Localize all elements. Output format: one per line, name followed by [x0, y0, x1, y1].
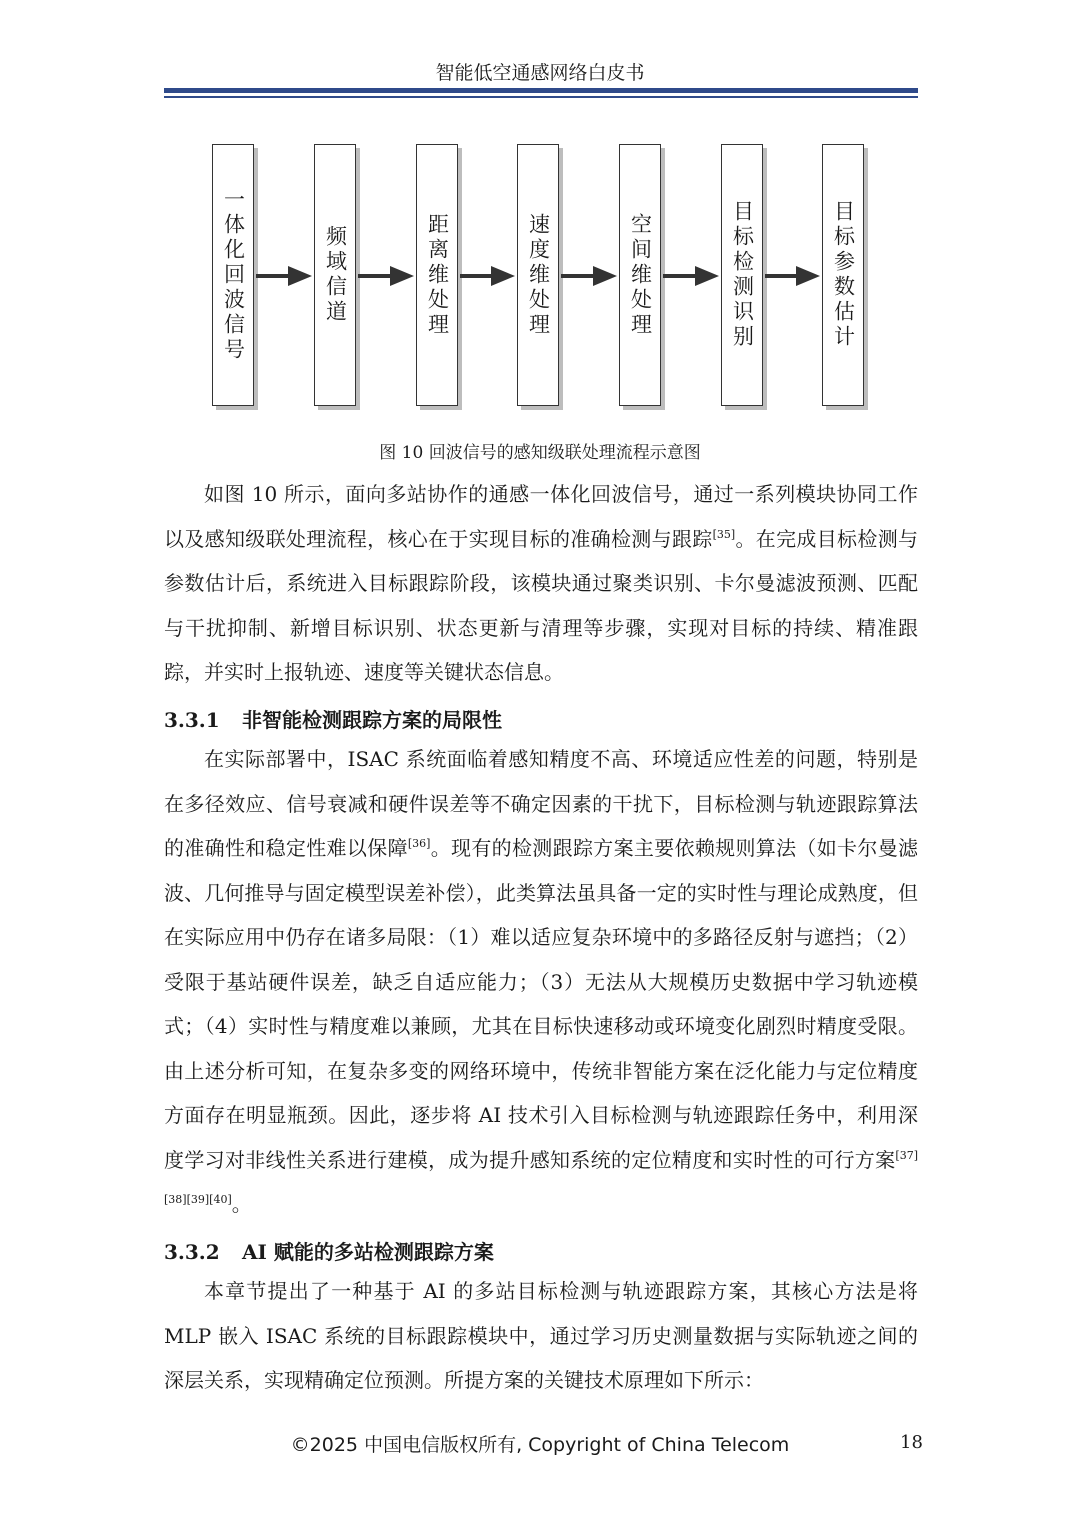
flow-box-spatial-processing	[619, 144, 661, 406]
paragraph-text: 。	[231, 1192, 252, 1216]
flow-box-label: 距离维处理	[425, 212, 450, 338]
paragraph-text: 在实际部署中，ISAC 系统面临着感知精度不高、环境适应性差的问题，特别是在多径效应、信号衰减和硬件误差等不确定因素的干扰下，目标检测与轨迹跟踪算法的准确性和稳定性难以保障	[164, 747, 918, 860]
flow-box-label: 空间维处理	[628, 212, 653, 338]
running-header-title: 智能低空通感网络白皮书	[435, 62, 645, 84]
citation: [35]	[712, 527, 736, 541]
flow-box-label: 目标检测识别	[730, 200, 755, 350]
flow-box-velocity-processing	[517, 144, 559, 406]
flow-box-freq-channel	[314, 144, 356, 406]
flow-arrow-icon	[256, 264, 314, 288]
figure-caption: 图 10 回波信号的感知级联处理流程示意图	[379, 443, 701, 463]
section-number: 3.3.1	[164, 708, 220, 732]
flow-arrow-icon	[460, 264, 517, 288]
paragraph-ai-scheme	[164, 1269, 918, 1403]
page-number: 18	[900, 1432, 923, 1453]
paragraph-text: 本章节提出了一种基于 AI 的多站目标检测与轨迹跟踪方案，其核心方法是将 MLP 嵌入 ISAC 系统的目标跟踪模块中，通过学习历史测量数据与实际轨迹之间的深层关系，实现精确定位预测。所提方案的关键技术原理如下所示：	[164, 1279, 918, 1392]
paragraph-text: 如图 10 所示，面向多站协作的通感一体化回波信号，通过一系列模块协同工作以及感知级联处理流程，核心在于实现目标的准确检测与跟踪	[164, 482, 918, 551]
footer-copyright: ©2025 中国电信版权所有, Copyright of China Telecom	[290, 1434, 790, 1456]
section-title: AI 赋能的多站检测跟踪方案	[242, 1240, 494, 1264]
paragraph-limitations	[164, 737, 918, 1227]
paragraph-text: 。现有的检测跟踪方案主要依赖规则算法（如卡尔曼滤波、几何推导与固定模型误差补偿），此类算法虽具备一定的实时性与理论成熟度，但在实际应用中仍存在诸多局限：（1）难以适应复杂环境中的多路径反射与遮挡；（2）受限于基站硬件误差，缺乏自适应能力；（3）无法从大规模历史数据中学习轨迹模式；（4）实时性与精度难以兼顾，尤其在目标快速移动或环境变化剧烈时精度受限。由上述分析可知，在复杂多变的网络环境中，传统非智能方案在泛化能力与定位精度方面存在明显瓶颈。因此，逐步将 AI 技术引入目标检测与轨迹跟踪任务中，利用深度学习对非线性关系进行建模，成为提升感知系统的定位精度和实时性的可行方案	[164, 836, 919, 1172]
flow-box-echo-signal	[212, 144, 254, 406]
flow-box-parameter-estimation	[822, 144, 864, 406]
flow-diagram	[0, 140, 1080, 415]
header-rule-thin	[164, 96, 918, 98]
flow-box-label: 一体化回波信号	[221, 187, 246, 363]
flow-box-label: 速度维处理	[526, 212, 551, 338]
flow-box-label: 频域信道	[323, 225, 348, 325]
flow-box-range-processing	[416, 144, 458, 406]
section-number: 3.3.2	[164, 1240, 220, 1264]
flow-box-target-detection	[721, 144, 763, 406]
section-heading-3-3-2	[164, 1236, 494, 1265]
citation: [36]	[407, 837, 431, 850]
section-title: 非智能检测跟踪方案的局限性	[242, 708, 502, 732]
paragraph-text: 。在完成目标检测与参数估计后，系统进入目标跟踪阶段，该模块通过聚类识别、卡尔曼滤波预测、匹配与干扰抑制、新增目标识别、状态更新与清理等步骤，实现对目标的持续、精准跟踪，并实时上报轨迹、速度等关键状态信息。	[164, 526, 919, 684]
flow-arrow-icon	[663, 264, 721, 288]
citation: [37][38][39][40]	[164, 1148, 918, 1206]
section-heading-3-3-1	[164, 704, 502, 733]
flow-arrow-icon	[561, 264, 619, 288]
flow-arrow-icon	[765, 264, 822, 288]
flow-box-label: 目标参数估计	[831, 200, 856, 350]
header-rule-thick	[164, 88, 918, 93]
flow-arrow-icon	[358, 264, 416, 288]
paragraph-intro	[164, 472, 918, 695]
